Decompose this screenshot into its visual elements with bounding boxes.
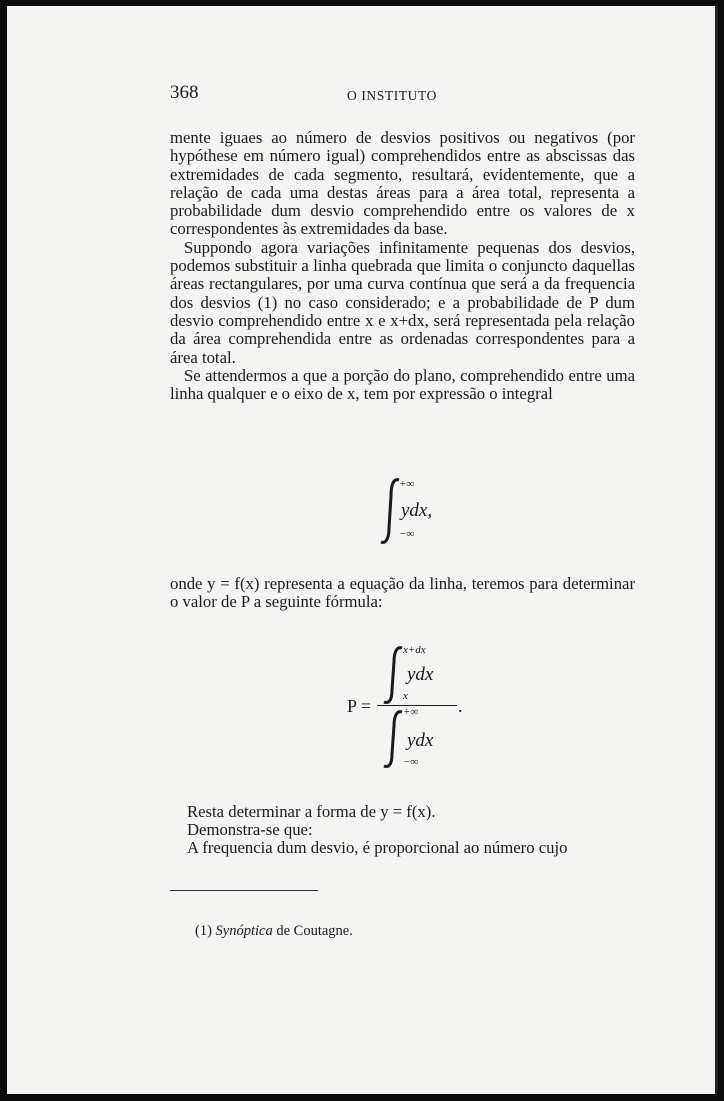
footnote-title: Synóptica: [215, 923, 273, 939]
probability-formula: [347, 642, 487, 772]
denominator-upper-limit: +∞: [403, 706, 419, 718]
formula-period: .: [458, 696, 463, 716]
paragraph-3: Se attendermos a que a porção do plano, comprehendido entre uma linha qualquer e o eixo de x, tem por expressão o integral: [170, 365, 635, 404]
page-number: 368: [170, 82, 199, 103]
denominator-integrand: ydx: [407, 730, 434, 751]
integral-expression: [377, 476, 487, 548]
body-text-2: [170, 575, 635, 612]
paragraph-4: onde y = f(x) representa a equação da linha, teremos para determinar o valor de P a seguinte fórmula:: [170, 574, 635, 612]
footnote-marker: (1): [195, 923, 212, 939]
integral-lower-limit: −∞: [399, 528, 415, 540]
paragraph-5: Resta determinar a forma de y = f(x).: [187, 802, 436, 821]
numerator-upper-limit: x+dx: [403, 644, 426, 656]
integral-integrand: ydx,: [401, 500, 433, 521]
footnote: [195, 923, 353, 940]
paragraph-1: mente iguaes ao número de desvios positivos ou negativos (por hypóthese em número igual) comprehendidos entre as abscissas das extremidades de cada segmento, resultará, evidentemente, que a relação de cada uma destas áreas para a área total, representa a probabilidade dum desvio comprehendido entre os valores de x correspondentes às extremidades da base.: [170, 128, 635, 239]
denominator-lower-limit: −∞: [403, 756, 419, 768]
paragraph-7: A frequencia dum desvio, é proporcional ao número cujo: [187, 838, 568, 857]
running-title: O INSTITUTO: [347, 88, 437, 103]
numerator-integrand: ydx: [407, 664, 434, 685]
paragraph-2: Suppondo agora variações infinitamente pequenas dos desvios, podemos substituir a linha quebrada que limita o conjuncto daquellas áreas rectangulares, por uma curva contínua que será a da frequencia dos desvios (1) no caso considerado; e a probabilidade de P dum desvio comprehendido entre x e x+dx, será representada pela relação da área comprehendida entre as ordenadas correspondentes para a área total.: [170, 237, 635, 367]
formula-lhs: P =: [347, 696, 371, 716]
body-text: [170, 129, 635, 403]
footnote-rule: [170, 890, 318, 891]
integral-upper-limit: +∞: [399, 478, 415, 490]
footnote-text: de Coutagne.: [276, 923, 353, 939]
numerator-lower-limit: x: [403, 690, 408, 702]
page: [7, 6, 718, 1094]
paragraph-6: Demonstra-se que:: [187, 820, 313, 839]
